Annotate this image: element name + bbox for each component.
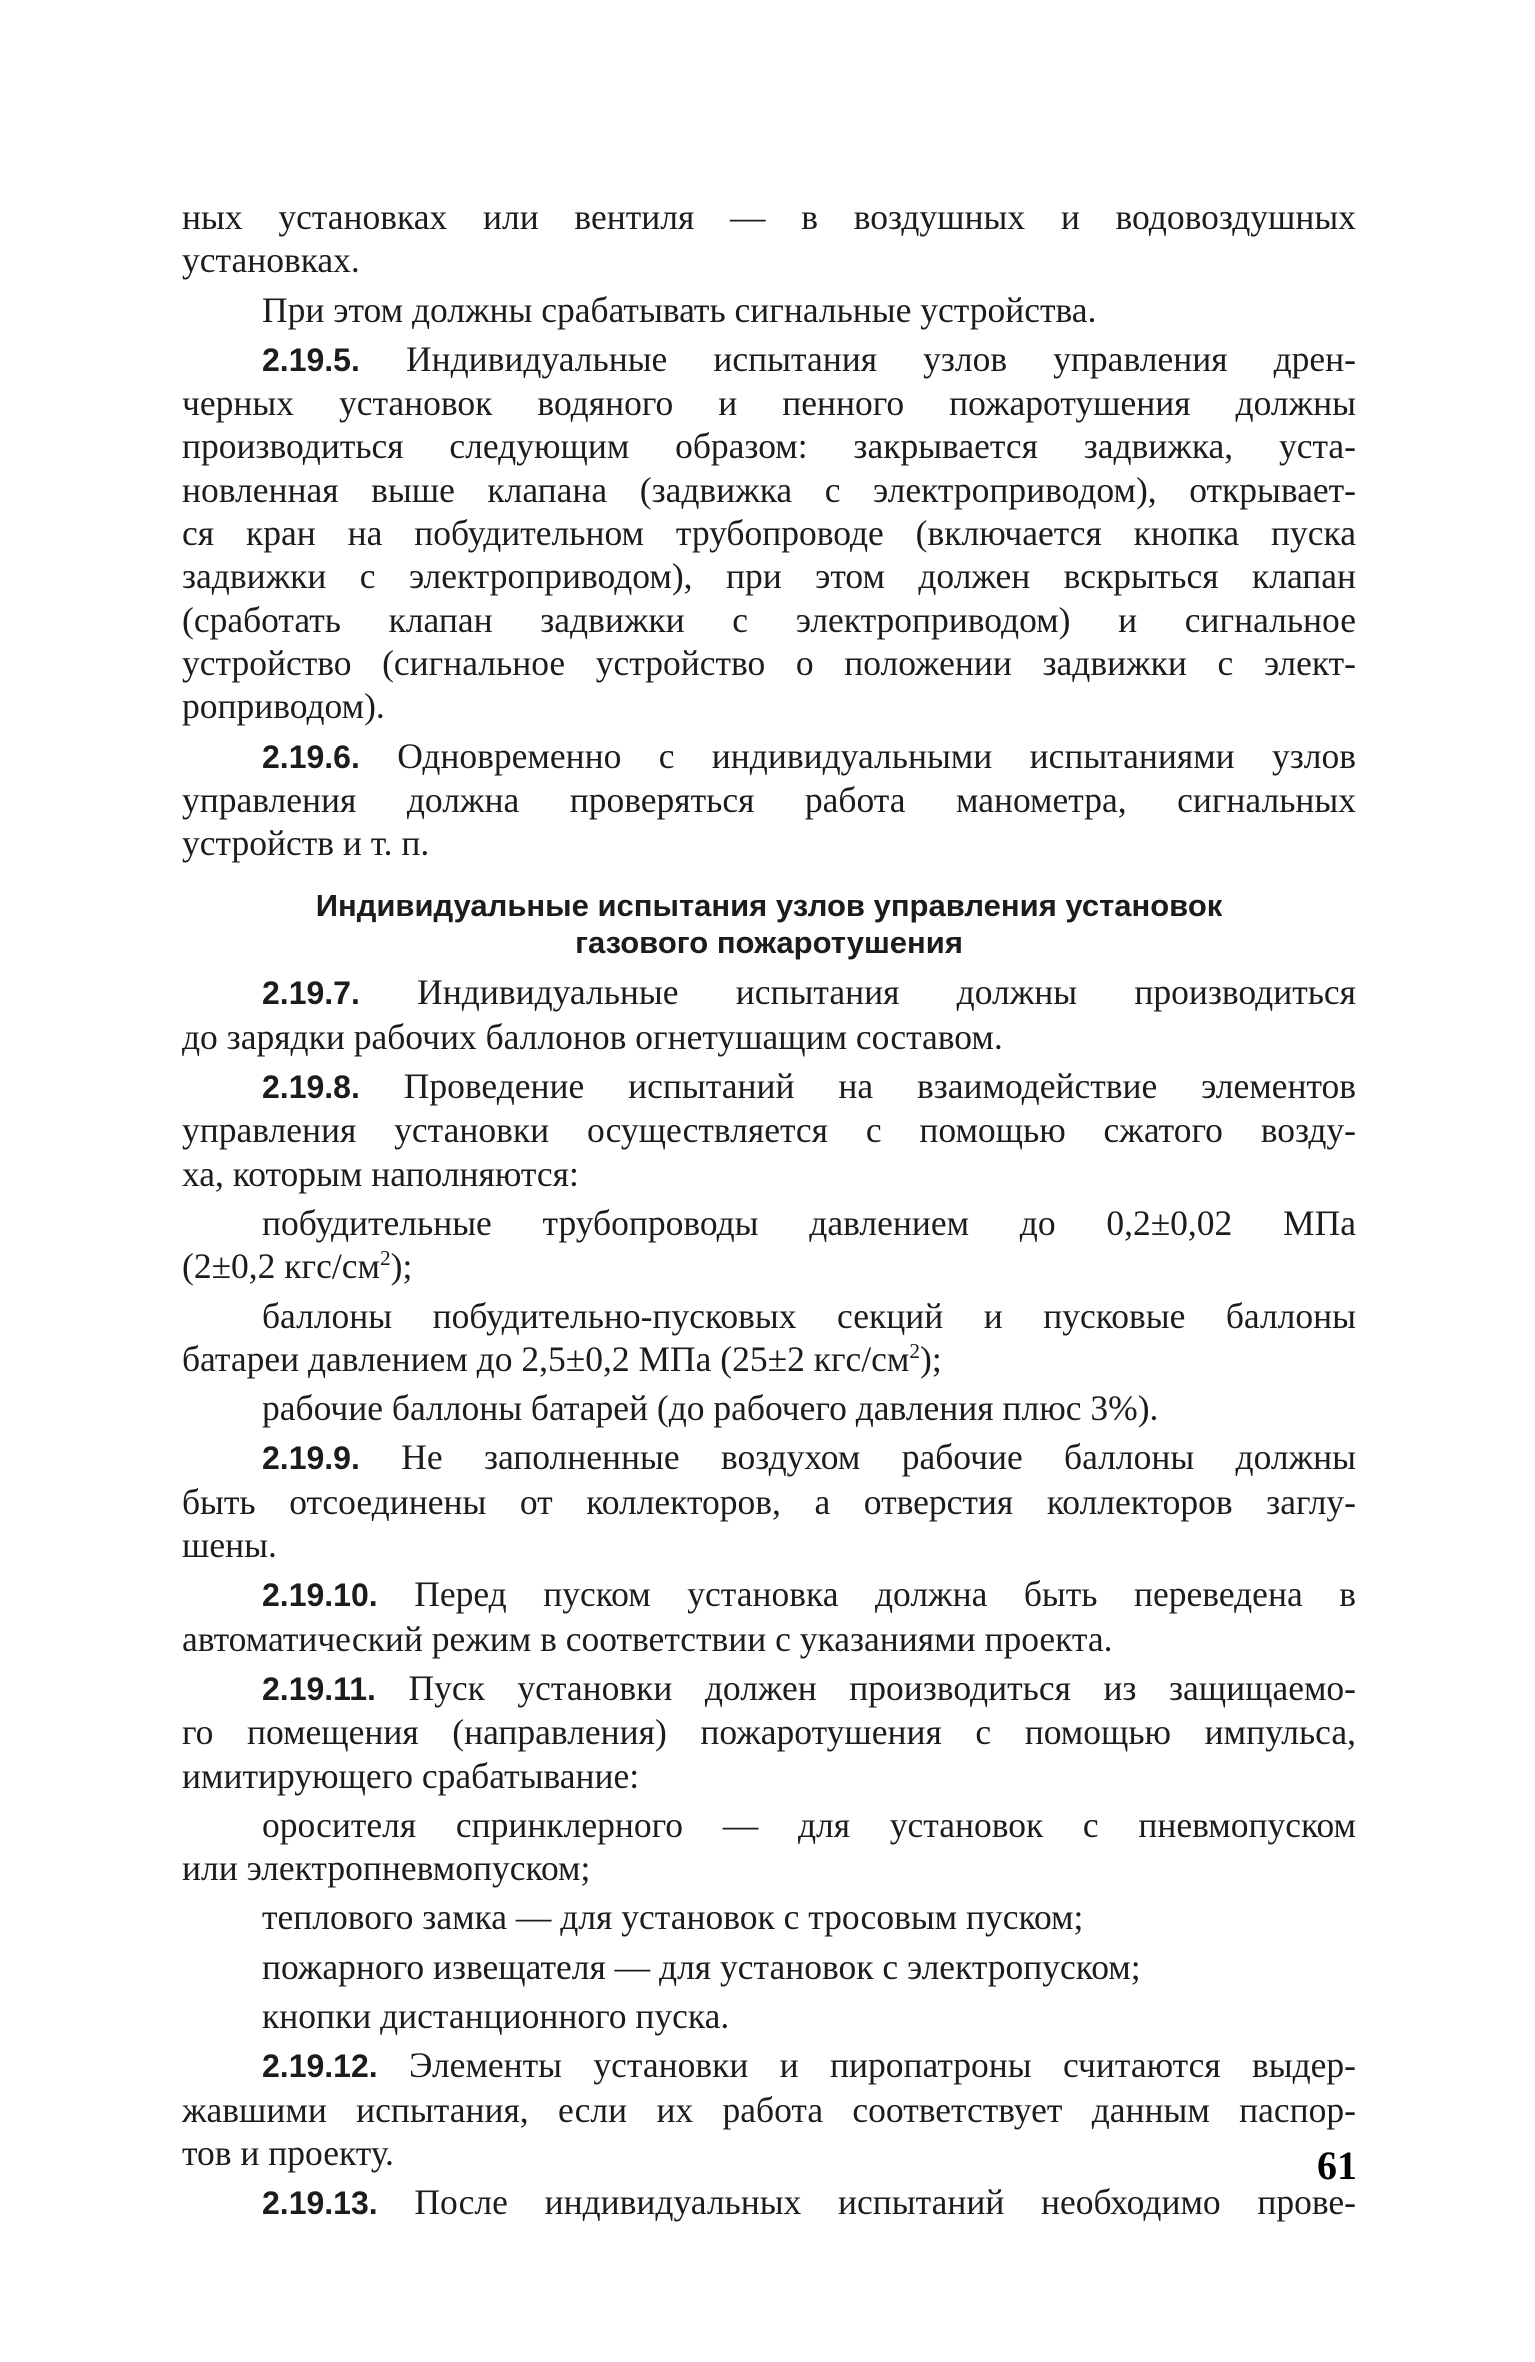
superscript: 2 — [379, 1246, 391, 1271]
text-line: кнопки дистанционного пуска. — [262, 1995, 730, 2036]
heading-line: Индивидуальные испытания узлов управления установок — [315, 888, 1223, 924]
paragraph-2-19-11 — [182, 1667, 1356, 1798]
paragraph-2-19-10 — [182, 1573, 1356, 1661]
text-line: устройств и т. п. — [182, 823, 430, 864]
text-line: управления установки осуществляется с помощью сжатого возду- — [182, 1110, 1356, 1151]
text-line: производиться следующим образом: закрывается задвижка, уста- — [182, 426, 1356, 467]
text-line: Перед пуском установка должна быть переведена в — [414, 1574, 1356, 1615]
text-line: Одновременно с индивидуальными испытаниями узлов — [397, 735, 1357, 776]
clause-number: 2.19.10. — [262, 1577, 378, 1614]
text-line: рабочие баллоны батарей (до рабочего давления плюс 3%). — [262, 1388, 1159, 1429]
text-line: Проведение испытаний на взаимодействие элементов — [403, 1066, 1356, 1107]
clause-number: 2.19.12. — [262, 2048, 378, 2085]
text-line: пожарного извещателя — для установок с электропуском; — [262, 1946, 1141, 1987]
text-line: ся кран на побудительном трубопроводе (включается кнопка пуска — [182, 513, 1356, 554]
text-line: или электропневмопуском; — [182, 1848, 591, 1889]
text-line: шены. — [182, 1525, 277, 1566]
text-line: го помещения (направления) пожаротушения с помощью импульса, — [182, 1712, 1356, 1753]
clause-number: 2.19.11. — [262, 1670, 376, 1707]
text-line: При этом должны срабатывать сигнальные устройства. — [262, 289, 1097, 330]
clause-number: 2.19.9. — [262, 1440, 360, 1477]
text-line: баллоны побудительно-пусковых секций и пусковые баллоны — [262, 1295, 1356, 1336]
paragraph-2-19-9 — [182, 1436, 1356, 1567]
clause-number: 2.19.8. — [262, 1069, 360, 1106]
text-line: установках. — [182, 240, 360, 281]
text-line: Индивидуальные испытания узлов управления дрен- — [405, 338, 1356, 379]
text-line: управления должна проверяться работа манометра, сигнальных — [182, 779, 1356, 820]
text-line: побудительные трубопроводы давлением до 0,2±0,02 МПа — [262, 1202, 1356, 1243]
text-line: (2±0,2 кгс/см — [182, 1246, 380, 1287]
page-number: 61 — [1317, 2143, 1357, 2188]
paragraph-2-19-8 — [182, 1065, 1356, 1196]
text-line: Пуск установки должен производиться из защищаемо- — [408, 1667, 1356, 1708]
section-heading — [182, 887, 1356, 961]
list-item — [182, 1295, 1356, 1382]
text-line: черных установок водяного и пенного пожаротушения должны — [182, 383, 1356, 424]
document-page — [182, 196, 1356, 2225]
text-line: новленная выше клапана (задвижка с электроприводом), открывает- — [182, 469, 1356, 510]
text-line: После индивидуальных испытаний необходимо прове- — [414, 2182, 1357, 2223]
list-item — [182, 1946, 1356, 1989]
paragraph-2-19-6 — [182, 735, 1356, 866]
text-line: батареи давлением до 2,5±0,2 МПа (25±2 кгс/см — [182, 1338, 910, 1379]
text-line: автоматический режим в соответствии с указаниями проекта. — [182, 1618, 1113, 1659]
list-item — [182, 1202, 1356, 1289]
paragraph-2-19-13 — [182, 2181, 1356, 2225]
text-line: до зарядки рабочих баллонов огнетушащим составом. — [182, 1016, 1003, 1057]
text-line: имитирующего срабатывание: — [182, 1755, 640, 1796]
text-line: быть отсоединены от коллекторов, а отверстия коллекторов заглу- — [182, 1481, 1356, 1522]
paragraph-2-19-5 — [182, 338, 1356, 729]
heading-line: газового пожаротушения — [575, 925, 963, 961]
superscript: 2 — [909, 1339, 921, 1363]
text-line: устройство (сигнальное устройство о положении задвижки с элект- — [182, 642, 1356, 683]
list-item — [182, 1896, 1356, 1939]
text-line: роприводом). — [182, 686, 385, 727]
text-line: оросителя спринклерного — для установок с пневмопуском — [262, 1804, 1356, 1845]
list-item — [182, 1995, 1356, 2038]
text-line: Не заполненные воздухом рабочие баллоны должны — [401, 1437, 1356, 1478]
clause-number: 2.19.5. — [262, 341, 360, 378]
paragraph-2-19-7 — [182, 971, 1356, 1059]
text-line: Индивидуальные испытания должны производиться — [417, 972, 1356, 1013]
text-line: жавшими испытания, если их работа соответствует данным паспор- — [182, 2089, 1356, 2130]
text-line: ); — [390, 1246, 413, 1287]
text-line: задвижки с электроприводом), при этом должен вскрыться клапан — [182, 556, 1356, 597]
clause-number: 2.19.13. — [262, 2185, 378, 2222]
text-line: ха, которым наполняются: — [182, 1153, 579, 1194]
text-line: (сработать клапан задвижки с электроприводом) и сигнальное — [182, 599, 1356, 640]
text-line: Элементы установки и пиропатроны считаются выдер- — [409, 2045, 1357, 2086]
list-item — [182, 1387, 1356, 1430]
text-line: теплового замка — для установок с тросовым пуском; — [262, 1897, 1084, 1938]
clause-number: 2.19.6. — [262, 738, 360, 775]
paragraph-2-19-12 — [182, 2044, 1356, 2175]
text-line: ных установках или вентиля — в воздушных и водовоздушных — [182, 197, 1356, 237]
clause-number: 2.19.7. — [262, 975, 360, 1012]
list-item — [182, 1804, 1356, 1891]
text-line: тов и проекту. — [182, 2132, 394, 2173]
text-line: ); — [920, 1338, 942, 1379]
